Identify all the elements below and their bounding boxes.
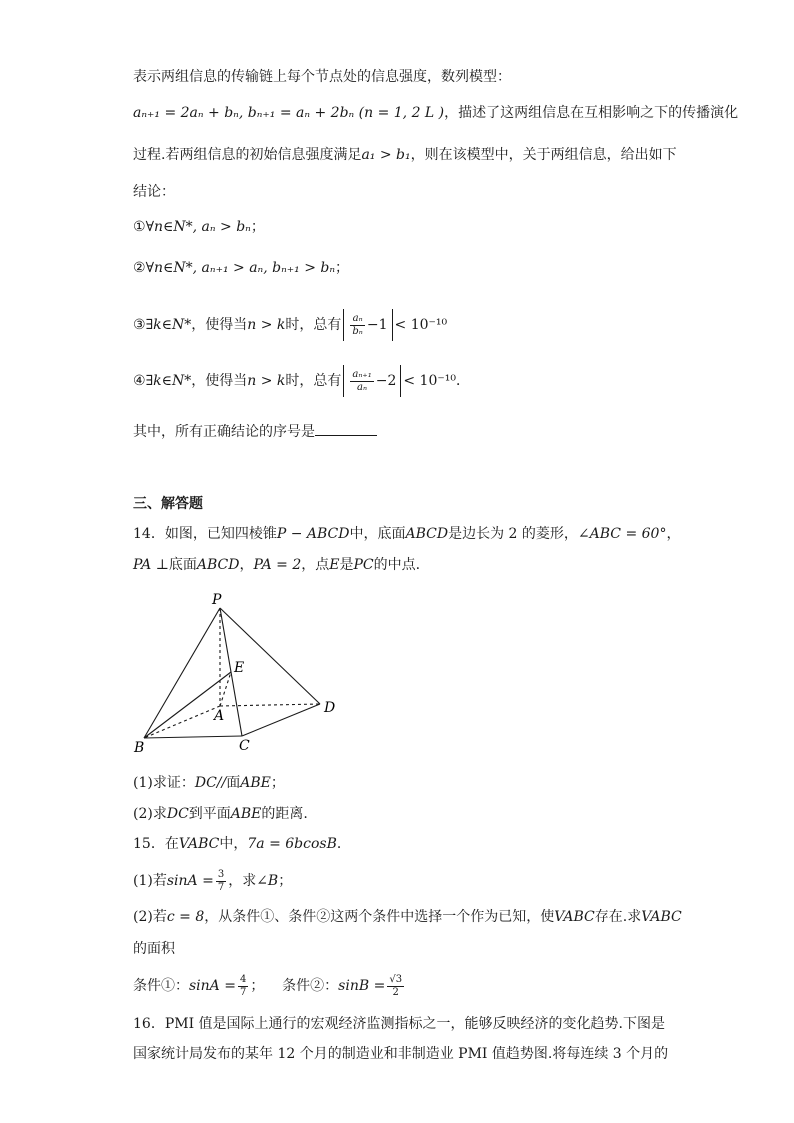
edge-AD [220, 704, 320, 706]
pyramid-figure [130, 588, 350, 758]
initial-condition: a₁ > b₁ [361, 147, 411, 163]
recurrence-formula: aₙ₊₁ = 2aₙ + bₙ, bₙ₊₁ = aₙ + 2bₙ (n = 1, 2 L ) [133, 105, 445, 121]
edge-CD [242, 704, 320, 736]
p14-question1: (1)求证：DC//面ABE； [133, 775, 285, 791]
label-C: C [239, 738, 250, 754]
conclusion-3: ③∃k∈N*，使得当n > k时，总有 $\frac{\text{aₙ}}{\text{bₙ}}$ −1 < 10⁻¹⁰ [133, 309, 447, 341]
p15-line1: 15．在VABC中，7a = 6bcosB． [133, 836, 351, 852]
conclusion-1: ①∀n∈N*, aₙ > bₙ； [133, 219, 265, 235]
edge-PD [220, 608, 320, 704]
p15-question2: (2)若c = 8，从条件①、条件②这两个条件中选择一个作为已知，使VABC存在.求VABC [133, 909, 682, 925]
p14-line2: PA ⊥底面ABCD，PA = 2，点E是PC的中点. [133, 557, 421, 573]
p13-line4: 结论： [133, 184, 175, 200]
label-D: D [324, 700, 336, 716]
p13-line3: 过程.若两组信息的初始信息强度满足a₁ > b₁，则在该模型中，关于两组信息，给出如下 [133, 147, 677, 163]
answer-blank[interactable] [315, 421, 377, 436]
label-A: A [214, 708, 225, 724]
p15-question1: (1)若sinA = $\frac{3}{7}$ ，求∠B； [133, 868, 293, 893]
label-B: B [134, 740, 145, 756]
edge-AE [220, 672, 231, 706]
p14-line1: 14．如图，已知四棱锥P − ABCD中，底面ABCD是边长为 2 的菱形，∠ABC = 60°， [133, 526, 681, 542]
label-E: E [234, 660, 245, 676]
conclusion-4: ④∃k∈N*，使得当n > k时，总有 $\frac{\text{aₙ₊₁}}{\text{aₙ}}$ −2 < 10⁻¹⁰． [133, 365, 470, 397]
p15-question2-cont: 的面积 [133, 941, 175, 957]
edge-PB [144, 608, 220, 738]
abs-expression-4: $\frac{\text{aₙ₊₁}}{\text{aₙ}}$ −2 [343, 365, 401, 397]
edge-BE [144, 672, 231, 738]
p15-conditions: 条件①：sinA = $\frac{4}{7}$ ； 条件②：sinB = $\frac{√3}{2}$ [133, 973, 403, 998]
edge-BC [144, 736, 242, 738]
p13-line1: 表示两组信息的传输链上每个节点处的信息强度，数列模型： [133, 69, 511, 85]
p13-line2: aₙ₊₁ = 2aₙ + bₙ, bₙ₊₁ = aₙ + 2bₙ (n = 1, 2 L )，描述了这两组信息在互相影响之下的传播演化 [133, 105, 739, 121]
p13-question: 其中，所有正确结论的序号是 [133, 421, 377, 442]
p16-line2: 国家统计局发布的某年 12 个月的制造业和非制造业 PMI 值趋势图.将每连续 3 个月的 [133, 1046, 669, 1062]
label-P: P [212, 592, 222, 608]
section-heading: 三、解答题 [133, 496, 203, 512]
p14-question2: (2)求DC到平面ABE的距离. [133, 806, 308, 822]
edge-AB [144, 706, 220, 738]
abs-expression-3: $\frac{\text{aₙ}}{\text{bₙ}}$ −1 [343, 309, 392, 341]
conclusion-2: ②∀n∈N*, aₙ₊₁ > aₙ, bₙ₊₁ > bₙ； [133, 260, 350, 276]
p16-line1: 16．PMI 值是国际上通行的宏观经济监测指标之一，能够反映经济的变化趋势.下图是 [133, 1016, 665, 1032]
